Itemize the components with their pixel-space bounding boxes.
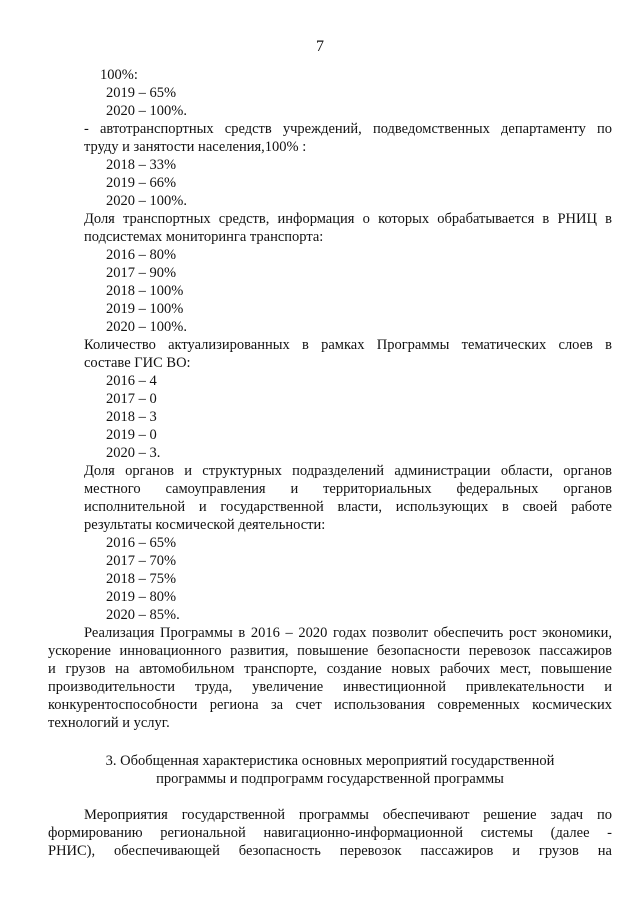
paragraph-line: технологий и услуг.	[48, 715, 170, 731]
heading-line: 3. Обобщенная характеристика основных мероприятий государственной	[105, 753, 555, 769]
paragraph-rnic	[84, 210, 612, 246]
values-block-d	[84, 372, 612, 462]
section-heading	[48, 752, 612, 788]
paragraph-line: Доля транспортных средств, информация о которых обрабатывается в РНИЦ в	[84, 211, 612, 227]
paragraph-line: составе ГИС ВО:	[84, 355, 191, 371]
paragraph-organs	[84, 462, 612, 534]
list-item: 2020 – 100%.	[106, 319, 187, 335]
list-item: 2018 – 100%	[106, 283, 184, 299]
paragraph-line: местного самоуправления и территориальных федеральных органов	[84, 481, 612, 497]
paragraph-line: исполнительной и государственной власти, использующих в своей работе	[84, 499, 612, 515]
page-number: 7	[316, 38, 324, 55]
heading-line: программы и подпрограмм государственной программы	[156, 771, 504, 787]
list-item: 2018 – 33%	[106, 157, 177, 173]
paragraph-line: РНИС), обеспечивающей безопасность перевозок пассажиров и грузов на	[48, 843, 612, 859]
list-item: 2017 – 90%	[106, 265, 177, 281]
list-item: 2020 – 100%.	[106, 103, 187, 119]
document-body	[48, 66, 612, 860]
list-item: 2019 – 0	[106, 427, 157, 443]
paragraph-gis	[84, 336, 612, 372]
values-block-c	[84, 246, 612, 336]
list-item: 2020 – 3.	[106, 445, 161, 461]
paragraph-line: - автотранспортных средств учреждений, подведомственных департаменту по	[84, 121, 612, 137]
list-item: 2019 – 80%	[106, 589, 177, 605]
list-item: 2018 – 3	[106, 409, 157, 425]
paragraph-line: подсистемах мониторинга транспорта:	[84, 229, 324, 245]
paragraph-line: Мероприятия государственной программы обеспечивают решение задач по	[84, 807, 612, 823]
list-item: 2019 – 66%	[106, 175, 177, 191]
paragraph-line: и грузов на автомобильном транспорте, создание новых рабочих мест, повышение	[48, 661, 612, 677]
values-block-a	[84, 66, 612, 120]
paragraph-line: производительности труда, увеличение инвестиционной привлекательности и	[48, 679, 612, 695]
paragraph-line: формированию региональной навигационно-информационной системы (далее -	[48, 825, 612, 841]
paragraph-line: ускорение инновационного развития, повышение безопасности перевозок пассажиров	[48, 643, 612, 659]
list-item: 2019 – 100%	[106, 301, 184, 317]
list-item: 2016 – 65%	[106, 535, 177, 551]
paragraph-line: Количество актуализированных в рамках Программы тематических слоев в	[84, 337, 612, 353]
values-block-b	[84, 156, 612, 210]
list-item: 2016 – 80%	[106, 247, 177, 263]
values-block-e	[84, 534, 612, 624]
list-item: 2016 – 4	[106, 373, 157, 389]
list-item: 100%:	[100, 67, 138, 83]
list-item: 2019 – 65%	[106, 85, 177, 101]
paragraph-realization	[48, 624, 612, 732]
paragraph-line: Реализация Программы в 2016 – 2020 годах позволит обеспечить рост экономики,	[84, 625, 612, 641]
paragraph-line: труду и занятости населения,100% :	[84, 139, 307, 155]
paragraph-line: конкурентоспособности региона за счет использования современных космических	[48, 697, 612, 713]
paragraph-transport-owned	[84, 120, 612, 156]
paragraph-measures	[48, 806, 612, 860]
paragraph-line: Доля органов и структурных подразделений администрации области, органов	[84, 463, 612, 479]
paragraph-line: результаты космической деятельности:	[84, 517, 326, 533]
list-item: 2018 – 75%	[106, 571, 177, 587]
list-item: 2017 – 70%	[106, 553, 177, 569]
list-item: 2020 – 85%.	[106, 607, 180, 623]
list-item: 2017 – 0	[106, 391, 157, 407]
list-item: 2020 – 100%.	[106, 193, 187, 209]
